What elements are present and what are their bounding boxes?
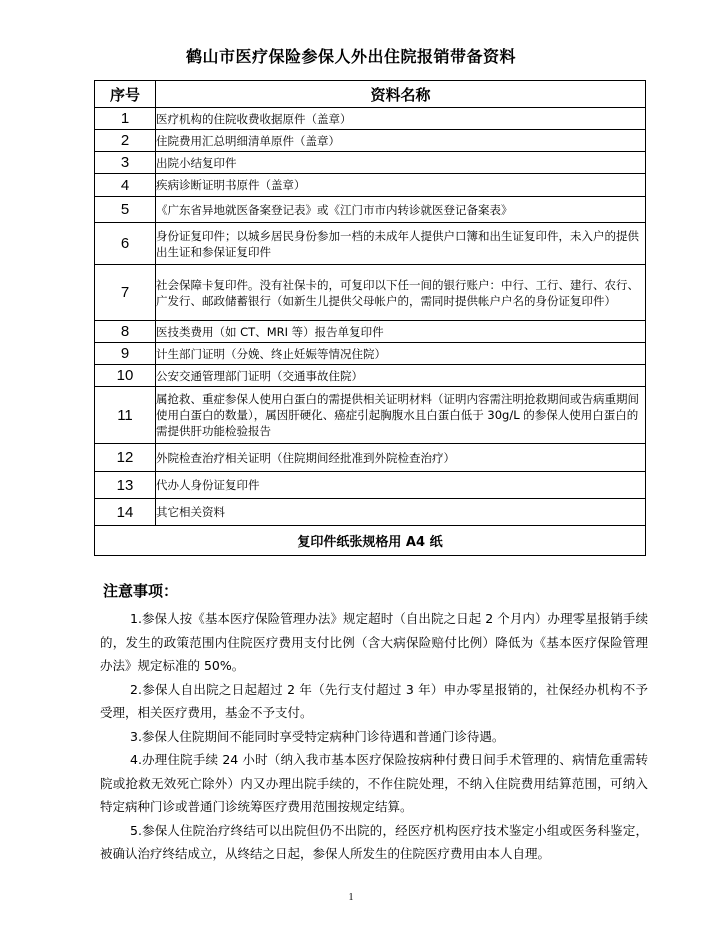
row-material: 代办人身份证复印件	[156, 472, 646, 499]
row-number: 2	[95, 130, 156, 152]
table-footer-row	[95, 526, 646, 556]
paper-size-note: 复印件纸张规格用 A4 纸	[95, 526, 646, 556]
row-material: 其它相关资料	[156, 499, 646, 526]
row-number: 7	[95, 265, 156, 321]
row-material: 疾病诊断证明书原件（盖章）	[156, 174, 646, 197]
row-material: 外院检查治疗相关证明（住院期间经批准到外院检查治疗）	[156, 444, 646, 472]
page-number: 1	[348, 892, 354, 903]
table-row	[95, 365, 646, 387]
row-material: 医疗机构的住院收费收据原件（盖章）	[156, 108, 646, 130]
row-number: 3	[95, 152, 156, 174]
header-serial-number: 序号	[95, 81, 156, 108]
header-material-name: 资料名称	[156, 81, 646, 108]
note-item: 1.参保人按《基本医疗保险管理办法》规定超时（自出院之日起 2 个月内）办理零星报销手续的，发生的政策范围内住院医疗费用支付比例（含大病保险赔付比例）降低为《基本医疗保险管理办法》规定标准的 50%。	[100, 611, 648, 673]
table-row	[95, 108, 646, 130]
table-row	[95, 174, 646, 197]
row-number: 1	[95, 108, 156, 130]
row-material: 出院小结复印件	[156, 152, 646, 174]
table-row	[95, 223, 646, 265]
table-row	[95, 472, 646, 499]
table-row	[95, 343, 646, 365]
materials-table	[94, 80, 646, 556]
note-item: 2.参保人自出院之日起超过 2 年（先行支付超过 3 年）申办零星报销的，社保经办机构不予受理，相关医疗费用，基金不予支付。	[100, 681, 648, 720]
row-number: 12	[95, 444, 156, 472]
table-row	[95, 321, 646, 343]
note-item: 3.参保人住院期间不能同时享受特定病种门诊待遇和普通门诊待遇。	[130, 728, 505, 744]
row-number: 8	[95, 321, 156, 343]
table-row	[95, 387, 646, 444]
table-row	[95, 152, 646, 174]
row-material: 医技类费用（如 CT、MRI 等）报告单复印件	[156, 321, 646, 343]
row-number: 13	[95, 472, 156, 499]
document-title: 鹤山市医疗保险参保人外出住院报销带备资料	[185, 47, 516, 66]
row-material: 公安交通管理部门证明（交通事故住院）	[156, 365, 646, 387]
row-number: 11	[95, 387, 156, 444]
notes-heading: 注意事项：	[103, 582, 179, 600]
table-row	[95, 265, 646, 321]
row-material: 属抢救、重症参保人使用白蛋白的需提供相关证明材料（证明内容需注明抢救期间或告病重期间使用白蛋白的数量），属因肝硬化、癌症引起胸腹水且白蛋白低于 30g/L 的参保人使用白蛋白的需提供肝功能检验报告	[156, 387, 646, 444]
row-number: 6	[95, 223, 156, 265]
row-number: 9	[95, 343, 156, 365]
table-row	[95, 197, 646, 223]
row-material: 住院费用汇总明细清单原件（盖章）	[156, 130, 646, 152]
row-material: 计生部门证明（分娩、终止妊娠等情况住院）	[156, 343, 646, 365]
notes-list	[100, 607, 648, 866]
row-material: 社会保障卡复印件。没有社保卡的，可复印以下任一间的银行账户：中行、工行、建行、农行、广发行、邮政储蓄银行（如新生儿提供父母帐户的，需同时提供帐户户名的身份证复印件）	[156, 265, 646, 321]
row-number: 10	[95, 365, 156, 387]
table-header-row	[95, 81, 646, 108]
note-item: 4.办理住院手续 24 小时（纳入我市基本医疗保险按病种付费日间手术管理的、病情危重需转院或抢救无效死亡除外）内又办理出院手续的，不作住院处理，不纳入住院费用结算范围，可纳入特定病种门诊或普通门诊统筹医疗费用范围按规定结算。	[100, 752, 648, 814]
row-material: 身份证复印件；以城乡居民身份参加一档的未成年人提供户口簿和出生证复印件，未入户的提供出生证和参保证复印件	[156, 223, 646, 265]
note-item: 5.参保人住院治疗终结可以出院但仍不出院的，经医疗机构医疗技术鉴定小组或医务科鉴定，被确认治疗终结成立，从终结之日起，参保人所发生的住院医疗费用由本人自理。	[100, 822, 648, 861]
row-number: 5	[95, 197, 156, 223]
table-row	[95, 499, 646, 526]
row-number: 14	[95, 499, 156, 526]
table-row	[95, 130, 646, 152]
table-row	[95, 444, 646, 472]
row-material: 《广东省异地就医备案登记表》或《江门市市内转诊就医登记备案表》	[156, 197, 646, 223]
row-number: 4	[95, 174, 156, 197]
